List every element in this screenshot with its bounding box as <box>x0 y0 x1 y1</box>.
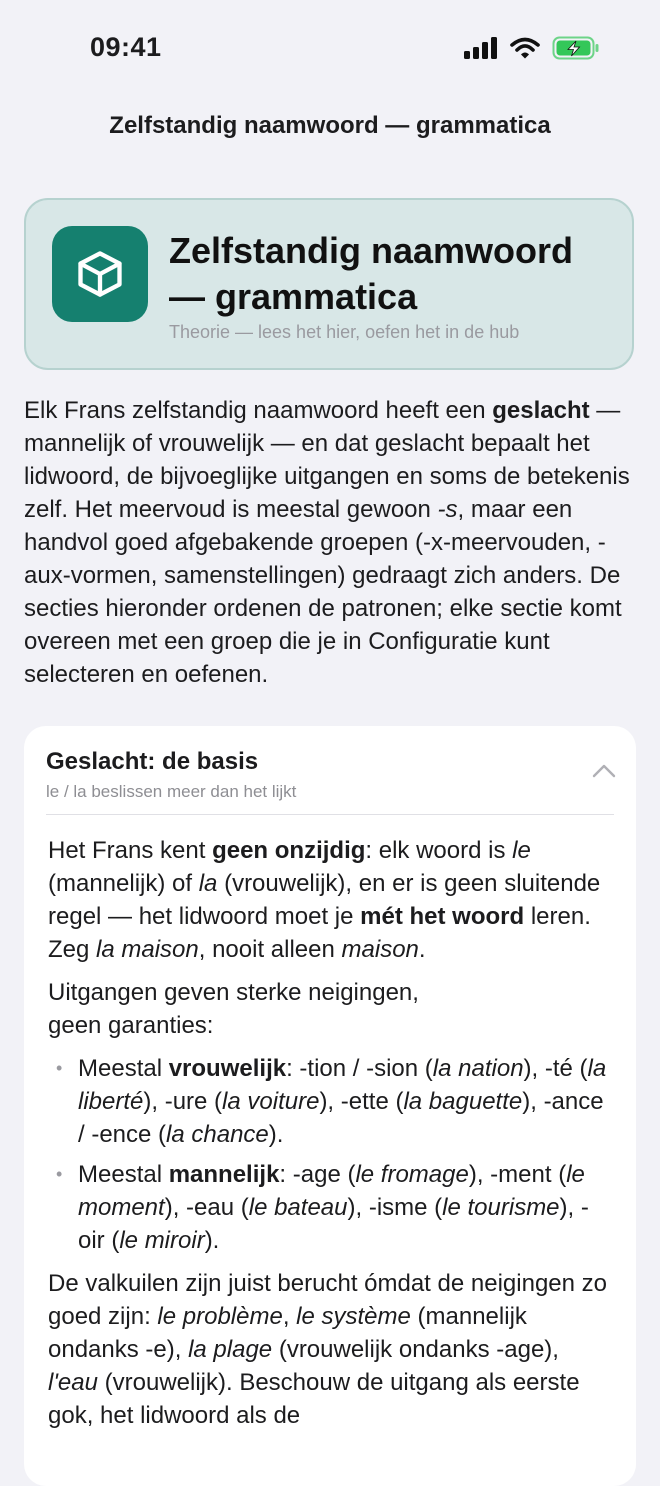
section-subtitle: le / la beslissen meer dan het lijkt <box>46 782 297 801</box>
section-title: Geslacht: de basis <box>46 748 259 775</box>
nav-title: Zelfstandig naamwoord — grammatica <box>109 112 551 139</box>
list-item-feminine: • Meestal vrouwelijk: -tion / -sion (la nation), -té (la liberté), -ure (la voiture), -ette (la baguette), -ance / -ence (la chance). <box>48 1052 614 1151</box>
hero-title-line2: — grammatica <box>169 276 418 317</box>
section-card-gender-basics <box>24 726 636 1486</box>
hero-subtitle: Theorie — lees het hier, oefen het in de hub <box>169 322 520 342</box>
section-body <box>48 834 614 1442</box>
hero-card <box>24 198 634 370</box>
cube-icon <box>52 226 148 322</box>
list-item-masculine: • Meestal mannelijk: -age (le fromage), -ment (le moment), -eau (le bateau), -isme (le tourisme), -oir (le miroir). <box>48 1158 614 1257</box>
hero-title <box>169 228 609 320</box>
section-divider <box>46 814 614 815</box>
section-header[interactable] <box>24 726 636 816</box>
tendency-list <box>48 1052 614 1257</box>
status-bar <box>0 0 660 96</box>
status-time: 09:41 <box>90 32 162 62</box>
wifi-icon <box>510 37 540 59</box>
chevron-up-icon[interactable] <box>592 764 616 778</box>
intro-paragraph: Elk Frans zelfstandig naamwoord heeft een geslacht — mannelijk of vrouwelijk — en dat geslacht bepaalt het lidwoord, de bijvoeglijke uitgangen en soms de betekenis zelf. Het meervoud is meestal gewoon -s, maar een handvol goed afgebakende groepen (-x-meervouden, -aux-vormen, samenstellingen) gedraagt zich anders. De secties hieronder ordenen de patronen; elke sectie komt overeen met een groep die je in Configuratie kunt selecteren en oefenen. <box>24 397 630 688</box>
section-paragraph-2: Uitgangen geven sterke neigingen, geen garanties: <box>48 979 419 1039</box>
cellular-signal-icon <box>464 37 498 59</box>
section-paragraph-1: Het Frans kent geen onzijdig: elk woord is le (mannelijk) of la (vrouwelijk), en er is geen sluitende regel — het lidwoord moet je mét het woord leren. Zeg la maison, nooit alleen maison. <box>48 837 601 963</box>
hero-title-line1: Zelfstandig naamwoord <box>169 230 574 271</box>
section-paragraph-3: De valkuilen zijn juist berucht ómdat de neigingen zo goed zijn: le problème, le système (mannelijk ondanks -e), la plage (vrouwelijk ondanks -age), l'eau (vrouwelijk). Beschouw de uitgang als eerste gok, het lidwoord als de <box>48 1270 607 1429</box>
status-icons <box>464 36 600 60</box>
battery-charging-icon <box>552 36 600 60</box>
